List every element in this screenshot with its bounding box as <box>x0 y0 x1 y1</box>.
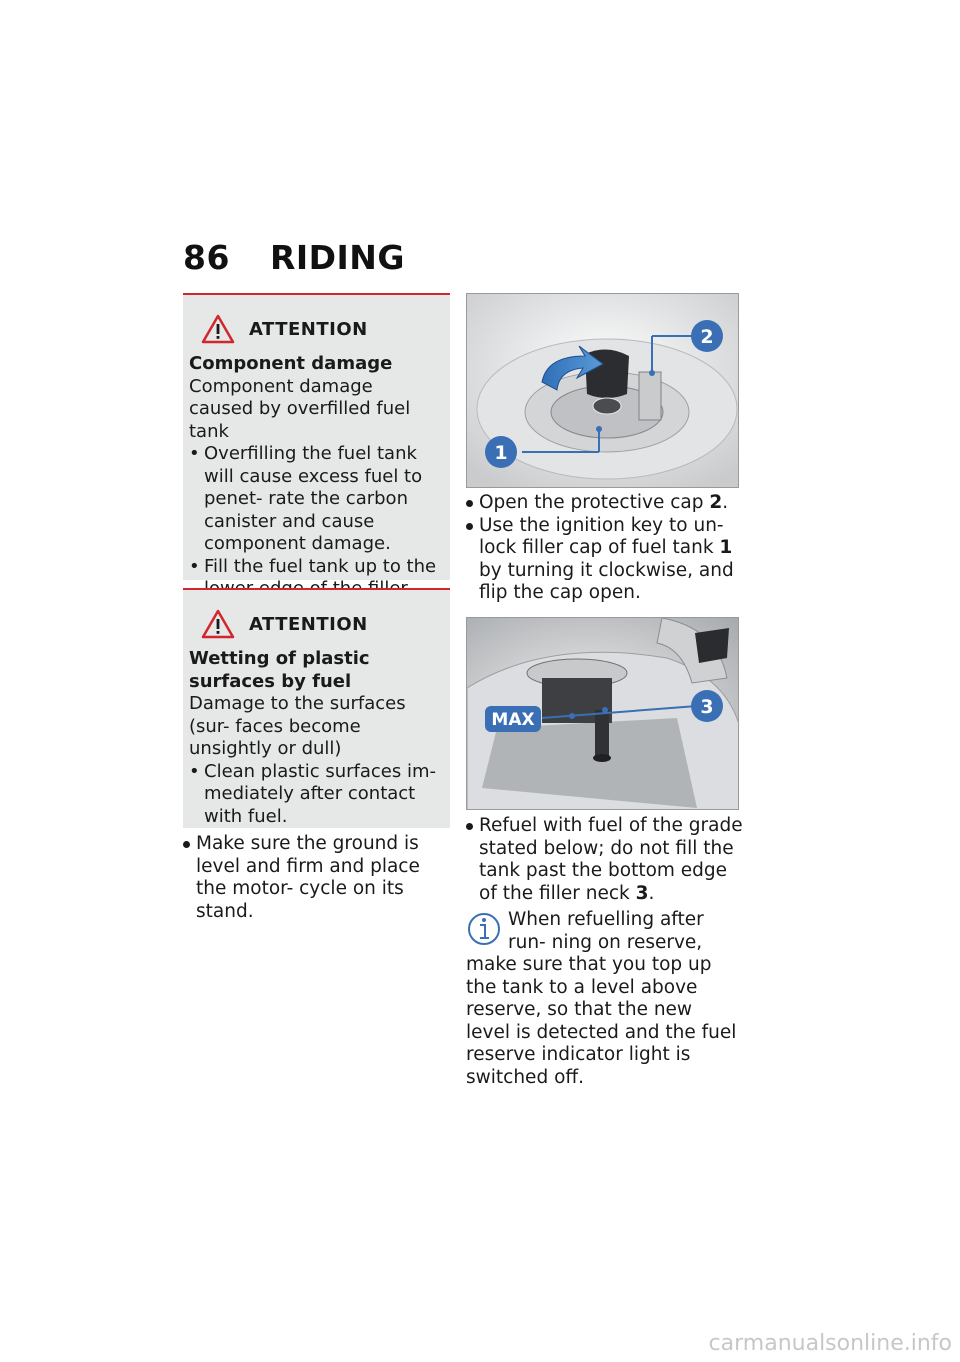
step-item <box>183 833 451 923</box>
bullet-dot <box>466 823 473 830</box>
attention-cause: Component damage caused by overfilled fuel tank <box>189 375 411 442</box>
figure-fuel-cap-closed <box>466 293 739 488</box>
attention-box-component-damage <box>183 293 450 580</box>
step-item: Refuel with fuel of the grade stated below; do not fill the tank past the bottom edge of the filler neck 3. <box>466 815 744 905</box>
reference-1: 1 <box>719 537 733 558</box>
attention-subject: Component damage <box>189 353 393 374</box>
step-item: Open the protective cap 2. <box>466 492 744 515</box>
steps-refuel <box>466 815 744 905</box>
attention-bullet: • Overfilling the fuel tank will cause excess fuel to penet- rate the carbon canister and cause component damage. <box>189 443 440 556</box>
attention-bullet: • Clean plastic surfaces im- mediately after contact with fuel. <box>189 761 440 829</box>
reference-2: 2 <box>709 492 723 513</box>
callout-1-label: 1 <box>494 442 508 464</box>
attention-cause: Damage to the surfaces (sur- faces become unsightly or dull) <box>189 693 406 759</box>
page-number: 86 <box>183 238 230 277</box>
attention-label: ATTENTION <box>249 613 368 635</box>
warning-triangle-icon <box>201 609 235 639</box>
attention-header <box>189 311 440 347</box>
info-note <box>466 909 741 1089</box>
bullet-dot <box>466 500 473 507</box>
callout-2-label: 2 <box>700 326 714 348</box>
attention-box-plastic-surfaces <box>183 588 450 828</box>
attention-label: ATTENTION <box>249 318 368 340</box>
section-title: RIDING <box>269 238 406 277</box>
attention-subject: Wetting of plastic surfaces by fuel <box>189 648 370 692</box>
attention-header <box>189 606 440 642</box>
reference-3: 3 <box>635 882 649 904</box>
figure-filler-neck-max <box>466 617 739 810</box>
filler-neck-illustration <box>467 618 739 810</box>
warning-triangle-icon <box>201 314 235 344</box>
steps-fuel-cap <box>466 492 744 605</box>
callout-max-label: MAX <box>491 710 535 730</box>
attention-bullet: • Fill the fuel tank up to the <box>189 556 440 624</box>
step-item: Use the ignition key to un- lock filler cap of fuel tank 1 by turning it clockwise, and flip the cap open. <box>466 515 744 605</box>
step-text: Make sure the ground is level and firm and place the motor- cycle on its stand. <box>196 833 420 922</box>
info-icon <box>466 909 502 949</box>
watermark: carmanualsonline.info <box>708 1331 952 1356</box>
bullet-dot <box>466 523 473 530</box>
left-steps <box>183 833 451 923</box>
note-text: When refuelling after run- ning on reserve, make sure that you top up the tank to a level above reserve, so that the new level is detected and the fuel reserve indicator light is switched off. <box>466 909 737 1088</box>
fuel-cap-illustration <box>467 294 739 488</box>
page-header <box>183 238 405 277</box>
bullet-dot <box>183 841 190 848</box>
callout-3-label: 3 <box>700 696 714 718</box>
